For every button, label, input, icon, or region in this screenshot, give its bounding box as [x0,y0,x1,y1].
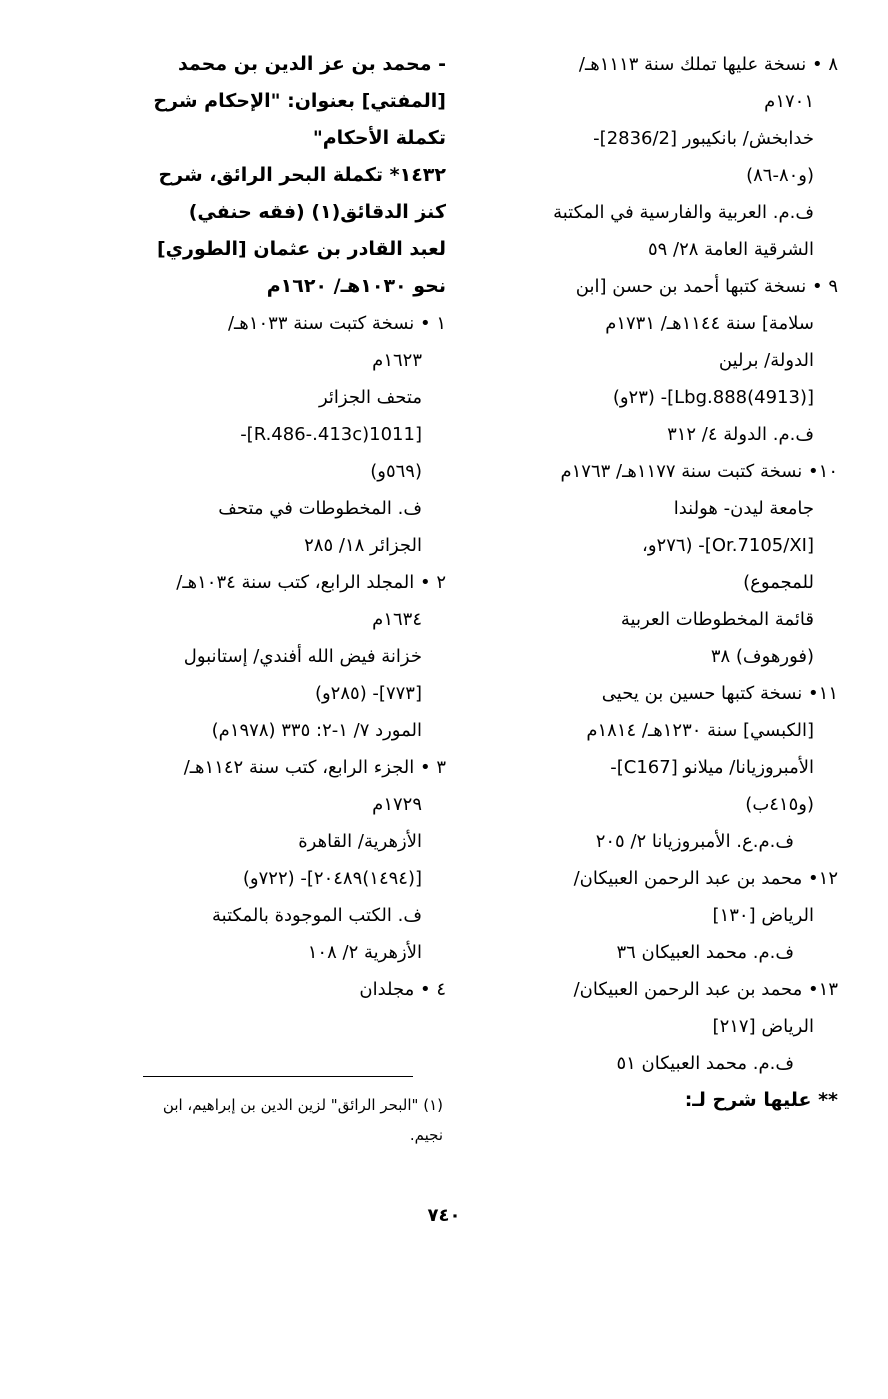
text-line: ف. المخطوطات في متحف [218,498,422,519]
text-line: المورد ٧/ ١-٢: ٣٣٥ (١٩٧٨م) [211,720,422,741]
text-line: (و٤١٥ب) [745,794,814,815]
text-line: خدابخش/ بانكيبور [2836/2]- [593,128,814,149]
text-line: [Or.7105/XI]- (٢٧٦و، [642,535,814,556]
text-line: [المفتي] بعنوان: "الإحكام شرح [153,90,446,112]
footnote-line: (١) "البحر الرائق" لزين الدين بن إبراهيم، ابن [162,1096,443,1114]
text-line: ١ • نسخة كتبت سنة ١٠٣٣هـ/ [227,313,446,334]
text-line: تكملة الأحكام" [312,127,446,149]
text-line: قائمة المخطوطات العربية [620,609,814,630]
text-line: ١٢• محمد بن عبد الرحمن العبيكان/ [573,868,838,889]
text-line: [٧٧٣]- (٢٨٥و) [314,683,422,704]
text-line: الشرقية العامة ٢٨/ ٥٩ [647,239,814,260]
text-line: سلامة] سنة ١١٤٤هـ/ ١٧٣١م [605,313,814,334]
text-line: لعبد القادر بن عثمان [الطوري] [156,238,446,260]
text-line: الجزائر ١٨/ ٢٨٥ [304,535,422,556]
text-line: (٥٦٩و) [370,461,422,482]
text-line: ف.م. محمد العبيكان ٣٦ [616,942,794,963]
text-line: الأزهرية ٢/ ١٠٨ [307,942,422,963]
text-line: الرياض [٢١٧] [712,1016,814,1037]
text-line: جامعة ليدن- هولندا [673,498,814,519]
text-line: ١٣• محمد بن عبد الرحمن العبيكان/ [573,979,838,1000]
text-line: (و٨٠-٨٦) [746,165,814,186]
text-line: الرياض [١٣٠] [712,905,814,926]
text-line: ** عليها شرح لـ: [684,1089,838,1111]
text-line: نحو ١٠٣٠هـ/ ١٦٢٠م [266,275,446,297]
text-line: ٤ • مجلدان [359,979,446,1000]
text-line: [Lbg.888(4913)]- (٢٣و) [612,387,814,408]
left-column [111,46,446,1008]
text-line: [(١٤٩٤)٢٠٤٨٩]- (٧٢٢و) [242,868,422,889]
text-line: (فورهوف) ٣٨ [710,646,814,667]
right-column [503,46,838,1119]
text-line: ف. الكتب الموجودة بالمكتبة [212,905,422,926]
text-line: ١٧٠١م [764,91,814,112]
text-line: ١٧٢٩م [372,794,422,815]
text-line: ١٦٢٣م [372,350,422,371]
text-line: [الكبسي] سنة ١٢٣٠هـ/ ١٨١٤م [586,720,814,741]
text-line: كنز الدقائق(١) (فقه حنفي) [188,201,446,223]
text-line: خزانة فيض الله أفندي/ إستانبول [183,646,422,667]
text-line: الأزهرية/ القاهرة [298,831,422,852]
text-line: ١٤٣٢* تكملة البحر الرائق، شرح [158,164,446,186]
text-line: متحف الجزائر [318,387,422,408]
text-line: ٨ • نسخة عليها تملك سنة ١١١٣هـ/ [578,54,838,75]
page-number: ٧٤٠ [427,1205,461,1226]
text-line: ف.م. العربية والفارسية في المكتبة [553,202,814,223]
text-line: ٢ • المجلد الرابع، كتب سنة ١٠٣٤هـ/ [176,572,446,593]
footnote-line: نجيم. [409,1126,443,1144]
text-line: ١٦٣٤م [372,609,422,630]
text-line: ف.م. الدولة ٤/ ٣١٢ [667,424,814,445]
text-line: الأمبروزيانا/ ميلانو [C167]- [610,757,814,778]
text-line: [R.486-.413c)1011]- [240,424,422,445]
footnote-divider [143,1076,413,1077]
text-line: ٣ • الجزء الرابع، كتب سنة ١١٤٢هـ/ [183,757,446,778]
footnote [113,1090,443,1150]
text-line: ف.م. محمد العبيكان ٥١ [616,1053,794,1074]
text-line: ١٠• نسخة كتبت سنة ١١٧٧هـ/ ١٧٦٣م [560,461,838,482]
text-line: الدولة/ برلين [718,350,814,371]
text-line: ٩ • نسخة كتبها أحمد بن حسن [ابن [575,276,838,297]
text-line: للمجموع) [743,572,814,593]
text-line: - محمد بن عز الدين بن محمد [177,53,446,75]
text-line: ف.م.ع. الأمبروزيانا ٢/ ٢٠٥ [595,831,794,852]
text-line: ١١• نسخة كتبها حسين بن يحيى [601,683,838,704]
